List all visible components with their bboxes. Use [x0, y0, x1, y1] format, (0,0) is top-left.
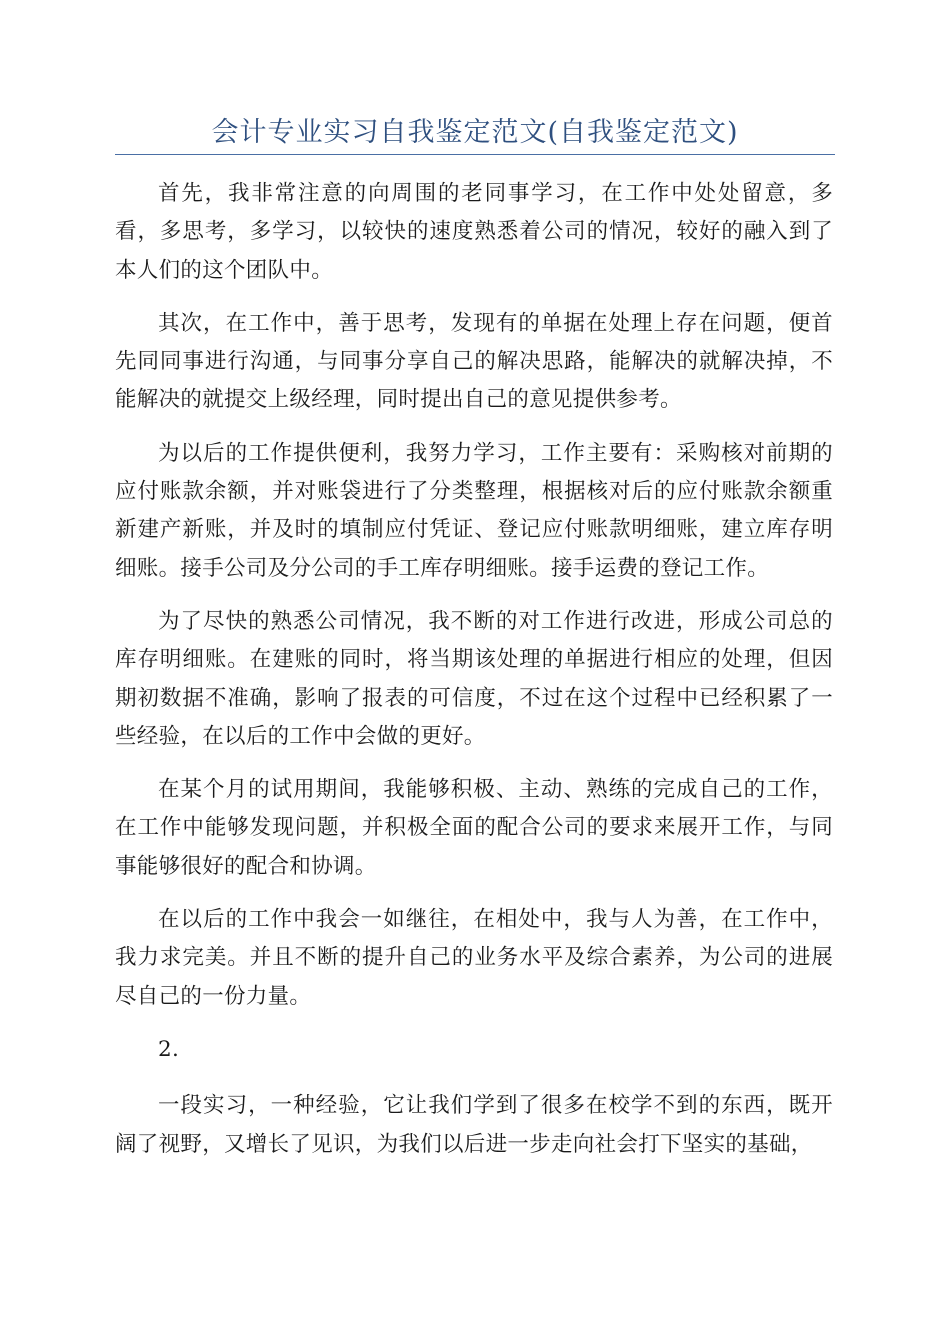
- paragraph-7: 一段实习，一种经验，它让我们学到了很多在校学不到的东西，既开阔了视野，又增长了见识，为我们以后进一步走向社会打下坚实的基础，: [115, 1093, 833, 1157]
- title-underline: [115, 154, 835, 155]
- paragraph-5: 在某个月的试用期间，我能够积极、主动、熟练的完成自己的工作，在工作中能够发现问题，并积极全面的配合公司的要求来展开工作，与同事能够很好的配合和协调。: [115, 777, 833, 879]
- paragraph-6: 在以后的工作中我会一如继往，在相处中，我与人为善，在工作中，我力求完美。并且不断的提升自己的业务水平及综合素养，为公司的进展尽自己的一份力量。: [115, 907, 833, 1009]
- paragraph-2: 其次，在工作中，善于思考，发现有的单据在处理上存在问题，便首先同同事进行沟通，与同事分享自己的解决思路，能解决的就解决掉，不能解决的就提交上级经理，同时提出自己的意见提供参考。: [115, 310, 833, 413]
- section-number: 2.: [158, 1036, 180, 1062]
- paragraph-1: 首先，我非常注意的向周围的老同事学习，在工作中处处留意，多看，多思考，多学习，以较快的速度熟悉着公司的情况，较好的融入到了本人们的这个团队中。: [115, 181, 833, 283]
- document-title: 会计专业实习自我鉴定范文(自我鉴定范文): [211, 117, 739, 148]
- document-body: [115, 175, 833, 1179]
- paragraph-4: 为了尽快的熟悉公司情况，我不断的对工作进行改进，形成公司总的库存明细账。在建账的同时，将当期该处理的单据进行相应的处理，但因期初数据不准确，影响了报表的可信度，不过在这个过程中已经积累了一些经验，在以后的工作中会做的更好。: [115, 608, 833, 749]
- paragraph-3: 为以后的工作提供便利，我努力学习，工作主要有：采购核对前期的应付账款余额，并对账袋进行了分类整理，根据核对后的应付账款余额重新建产新账，并及时的填制应付凭证、登记应付账款明细账，建立库存明细账。接手公司及分公司的手工库存明细账。接手运费的登记工作。: [115, 440, 833, 581]
